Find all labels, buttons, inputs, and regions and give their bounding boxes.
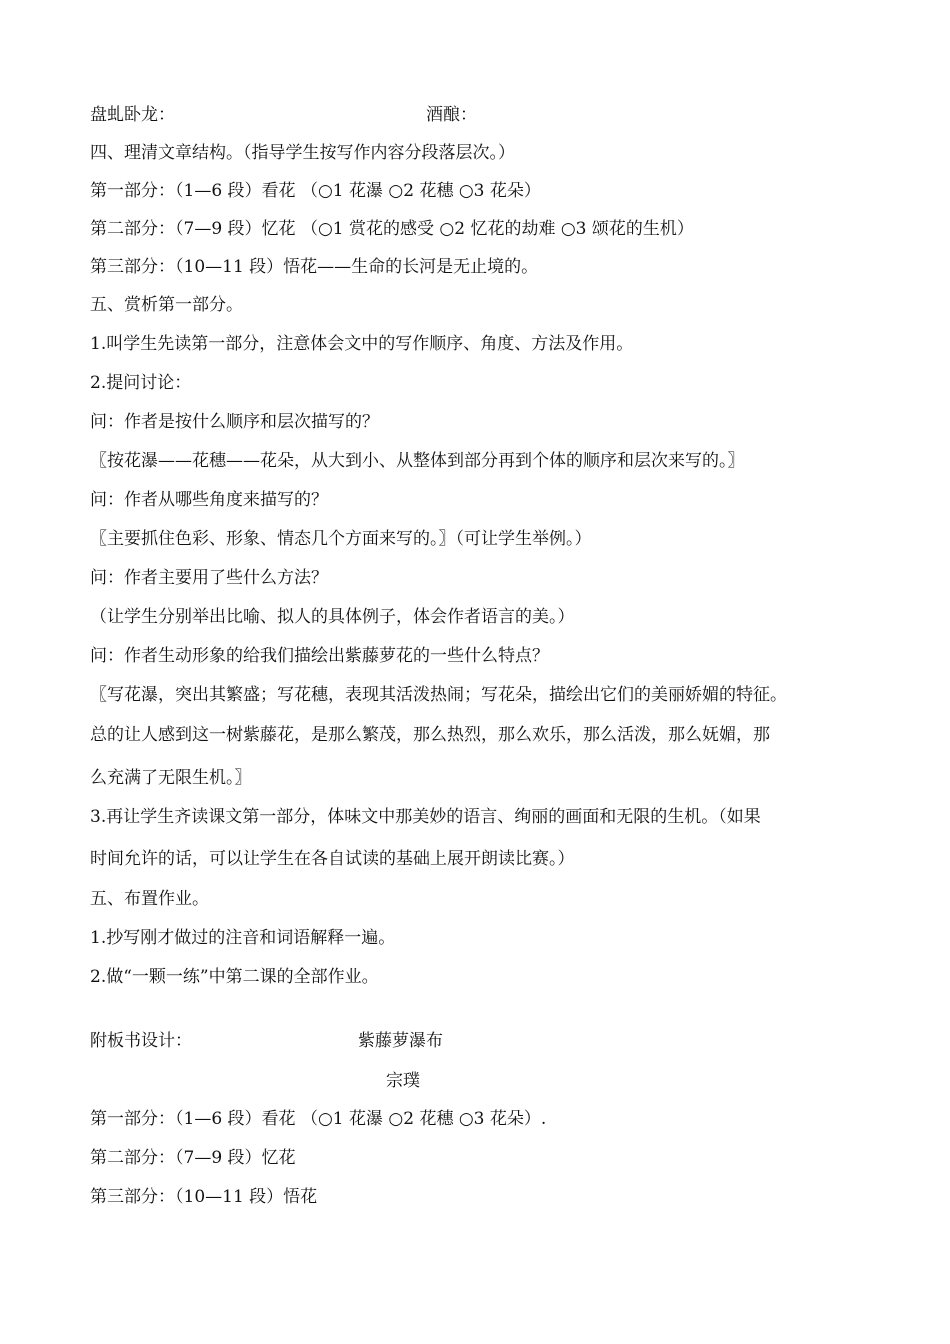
homework-heading: 五、布置作业。 [90, 889, 209, 909]
vocab-panqiu: 盘虬卧龙： [90, 105, 175, 125]
step-three-line-2: 时间允许的话，可以让学生在各自试读的基础上展开朗读比赛。） [90, 849, 575, 869]
section-five-heading: 五、赏析第一部分。 [90, 295, 243, 315]
step-three-line-1: 3.再让学生齐读课文第一部分，体味文中那美妙的语言、绚丽的画面和无限的生机。（如果 [90, 807, 761, 827]
answer-2: 〖主要抓住色彩、形象、情态几个方面来写的。〗（可让学生举例。） [90, 529, 592, 549]
answer-4-line-1: 〖写花瀑，突出其繁盛；写花穗，表现其活泼热闹；写花朵，描绘出它们的美丽娇媚的特征。 [90, 685, 787, 705]
question-3: 问：作者主要用了些什么方法？ [90, 568, 328, 588]
homework-item-1: 1.抄写刚才做过的注音和词语解释一遍。 [90, 928, 396, 948]
board-design-label: 附板书设计： [90, 1031, 192, 1051]
structure-part-two: 第二部分：（7—9 段）忆花 （○1 赏花的感受 ○2 忆花的劫难 ○3 颂花的生机） [90, 219, 694, 239]
answer-4-line-2: 总的让人感到这一树紫藤花，是那么繁茂，那么热烈，那么欢乐，那么活泼，那么妩媚，那 [90, 725, 770, 745]
homework-item-2: 2.做“一颗一练”中第二课的全部作业。 [90, 967, 379, 987]
structure-part-three: 第三部分：（10—11 段）悟花——生命的长河是无止境的。 [90, 257, 539, 277]
question-2: 问：作者从哪些角度来描写的？ [90, 490, 328, 510]
question-1: 问：作者是按什么顺序和层次描写的？ [90, 412, 379, 432]
section-four-heading: 四、理清文章结构。（指导学生按写作内容分段落层次。） [90, 143, 515, 163]
vocab-jiuniang: 酒酿： [426, 105, 477, 125]
structure-part-one: 第一部分：（1—6 段）看花 （○1 花瀑 ○2 花穗 ○3 花朵） [90, 181, 541, 201]
question-4: 问：作者生动形象的给我们描绘出紫藤萝花的一些什么特点？ [90, 646, 549, 666]
board-title: 紫藤萝瀑布 [358, 1031, 443, 1051]
board-author: 宗璞 [386, 1071, 420, 1091]
step-one: 1.叫学生先读第一部分，注意体会文中的写作顺序、角度、方法及作用。 [90, 334, 634, 354]
answer-3: （让学生分别举出比喻、拟人的具体例子，体会作者语言的美。） [90, 607, 575, 627]
board-part-three: 第三部分：（10—11 段）悟花 [90, 1187, 318, 1207]
answer-4-line-3: 么充满了无限生机。〗 [90, 768, 252, 788]
board-part-one: 第一部分：（1—6 段）看花 （○1 花瀑 ○2 花穗 ○3 花朵）. [90, 1109, 547, 1129]
board-part-two: 第二部分：（7—9 段）忆花 [90, 1148, 296, 1168]
step-two: 2.提问讨论： [90, 373, 192, 393]
answer-1: 〖按花瀑——花穗——花朵，从大到小、从整体到部分再到个体的顺序和层次来写的。〗 [90, 451, 745, 471]
